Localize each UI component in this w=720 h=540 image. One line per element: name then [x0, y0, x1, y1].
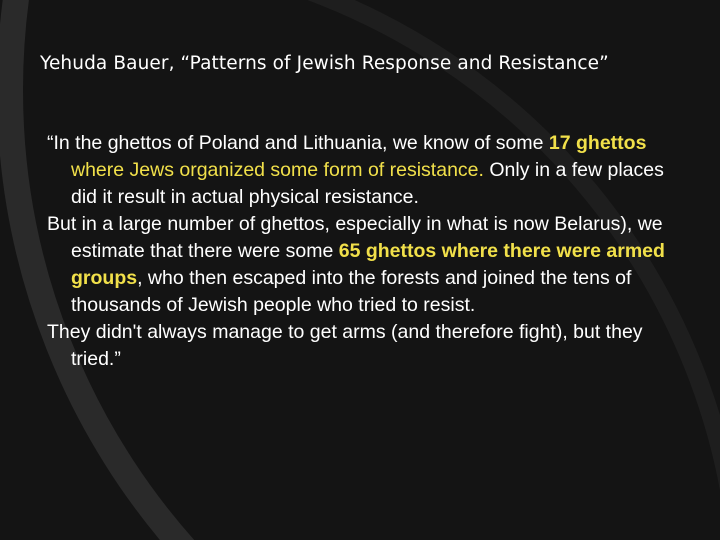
slide-title: Yehuda Bauer, “Patterns of Jewish Response and Resistance”: [40, 53, 609, 74]
quote-paragraph-1: [47, 130, 675, 211]
p2-text-c: , who then escaped into the forests and joined the tens of thousands of Jewish people who tried to resist.: [71, 267, 632, 316]
p1-text-d: Only in a few places did it result in actual physical resistance.: [71, 159, 664, 208]
quote-paragraph-3: They didn't always manage to get arms (and therefore fight), but they tried.”: [47, 321, 643, 370]
quote-paragraph-2: [47, 211, 675, 319]
p2-text-a: But in a large number of ghettos, especially in what is now Belarus), we estimate that there were some: [47, 213, 663, 262]
p1-highlight-17-ghettos: 17 ghettos: [548, 132, 647, 154]
quote-body: [47, 130, 675, 373]
p1-text-a: “In the ghettos of Poland and Lithuania, we know of some: [47, 132, 549, 154]
p2-highlight-65-ghettos: 65 ghettos where there were armed groups: [71, 240, 665, 289]
p1-highlight-resistance: where Jews organized some form of resistance.: [71, 159, 484, 181]
